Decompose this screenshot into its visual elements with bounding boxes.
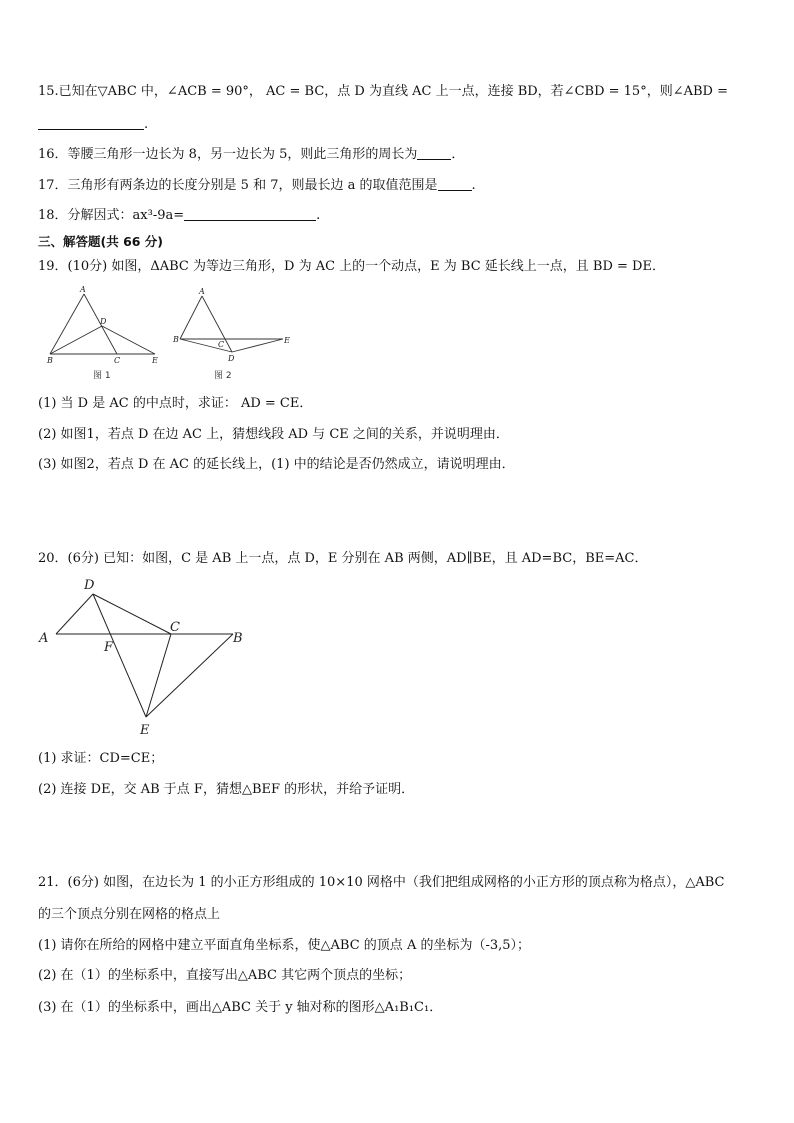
figure-19-1-caption: 图 1 <box>93 371 111 381</box>
question-17 <box>38 177 476 195</box>
answer-blank-17[interactable] <box>438 178 472 191</box>
fig19-2-label-e: E <box>284 336 290 345</box>
fig20-label-f: F <box>104 640 114 655</box>
question-16-tail: ． <box>451 147 465 162</box>
fig19-2-label-b: B <box>173 335 179 344</box>
fig19-1-label-d: D <box>100 317 107 326</box>
question-16-text: 16．等腰三角形一边长为 8，另一边长为 5，则此三角形的周长为 <box>38 147 418 162</box>
question-21-part-2: (2) 在（1）的坐标系中，直接写出△ABC 其它两个顶点的坐标； <box>38 968 412 983</box>
question-18-tail: . <box>316 208 321 223</box>
question-19-stem: 19．(10分) 如图，ΔABC 为等边三角形，D 为 AC 上的一个动点，E 为 BC 延长线上一点，且 BD = DE． <box>38 259 665 274</box>
fig19-2-label-c: C <box>218 340 225 349</box>
question-20-part-1: (1) 求证：CD=CE； <box>38 751 164 766</box>
question-18-text: 18．分解因式：ax³-9a= <box>38 208 185 223</box>
question-20-stem: 20．(6分) 已知：如图，C 是 AB 上一点，点 D，E 分别在 AB 两侧，AD∥BE，且 AD=BC，BE=AC． <box>38 551 648 566</box>
figure-19-2 <box>170 284 295 364</box>
fig20-label-a: A <box>39 631 49 646</box>
question-17-text: 17．三角形有两条边的长度分别是 5 和 7，则最长边 a 的取值范围是 <box>38 178 438 193</box>
answer-blank-16[interactable] <box>417 147 451 160</box>
fig19-1-label-e: E <box>152 356 158 365</box>
fig20-label-b: B <box>233 631 243 646</box>
question-18 <box>38 207 320 225</box>
fig19-1-label-b: B <box>47 356 53 365</box>
question-21-stem-2: 的三个顶点分别在网格的格点上 <box>38 907 221 922</box>
figure-19-1 <box>40 284 165 364</box>
fig19-2-label-d: D <box>228 354 235 363</box>
answer-blank-15[interactable] <box>38 117 144 130</box>
question-19-part-2: (2) 如图1，若点 D 在边 AC 上，猜想线段 AD 与 CE 之间的关系，并说明理由． <box>38 427 509 442</box>
question-15-text: 15.已知在▽ABC 中，∠ACB = 90°， AC = BC，点 D 为直线 AC 上一点，连接 BD，若∠CBD = 15°，则∠ABD = <box>38 84 728 99</box>
question-17-tail: . <box>471 178 476 193</box>
question-19-part-1: (1) 当 D 是 AC 的中点时，求证： AD = CE． <box>38 396 313 411</box>
fig20-label-e: E <box>140 723 150 738</box>
question-16 <box>38 146 464 164</box>
answer-blank-18[interactable] <box>184 208 316 221</box>
fig20-label-c: C <box>170 620 180 635</box>
figure-19-2-caption: 图 2 <box>214 371 232 381</box>
fig19-2-label-a: A <box>199 287 205 296</box>
fig19-1-label-a: A <box>80 285 86 294</box>
question-20-part-2: (2) 连接 DE，交 AB 于点 F，猜想△BEF 的形状，并给予证明． <box>38 782 415 797</box>
question-19-part-3: (3) 如图2，若点 D 在 AC 的延长线上，(1) 中的结论是否仍然成立，请说明理由． <box>38 457 515 472</box>
question-21-stem-1: 21．(6分) 如图，在边长为 1 的小正方形组成的 10×10 网格中（我们把组成网格的小正方形的顶点称为格点），△ABC <box>38 875 725 890</box>
figure-20 <box>36 574 256 739</box>
section-title: 三、解答题(共 66 分) <box>38 234 164 249</box>
question-21-part-3: (3) 在（1）的坐标系中，画出△ABC 关于 y 轴对称的图形△A₁B₁C₁． <box>38 1000 443 1015</box>
question-15-tail: . <box>144 117 149 132</box>
question-15-answer <box>38 116 148 134</box>
question-15 <box>38 83 728 101</box>
question-21-part-1: (1) 请你在所给的网格中建立平面直角坐标系，使△ABC 的顶点 A 的坐标为（-3,5）； <box>38 938 531 953</box>
fig19-1-label-c: C <box>114 356 121 365</box>
fig20-label-d: D <box>84 578 95 593</box>
